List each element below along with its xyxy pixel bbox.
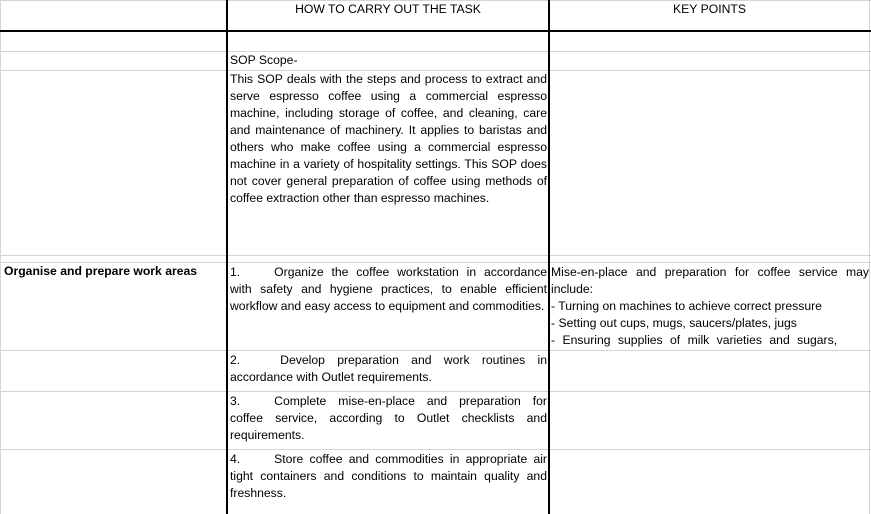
step-number: 3. bbox=[230, 394, 241, 408]
column-border-right bbox=[548, 0, 550, 514]
key-point-item: - Turning on machines to achieve correct pressure bbox=[551, 299, 822, 313]
scope-body: This SOP deals with the steps and process to extract and serve espresso coffee using a commercial espresso machine, including storage of coffee, and cleaning, care and maintenance of machinery. It applies to baristas and others who make coffee using a commercial espresso machine in a variety of hospitality settings. This SOP does not cover general preparation of coffee using methods of coffee extraction other than espresso machines. bbox=[230, 72, 547, 205]
step-number: 1. bbox=[230, 265, 241, 279]
grid-line bbox=[0, 449, 871, 450]
grid-line bbox=[0, 350, 871, 351]
header-how-to-carry-out: HOW TO CARRY OUT THE TASK bbox=[295, 2, 481, 16]
step-3 bbox=[230, 393, 547, 444]
key-point-item: - Setting out cups, mugs, saucers/plates, jugs bbox=[551, 316, 797, 330]
step-text: Complete mise-en-place and preparation for coffee service, according to Outlet checklists and requirements. bbox=[230, 394, 547, 442]
grid-line bbox=[869, 0, 870, 514]
column-border-left bbox=[226, 0, 228, 514]
step-number: 4. bbox=[230, 452, 241, 466]
header-key-points: KEY POINTS bbox=[673, 2, 746, 16]
step-text: Develop preparation and work routines in accordance with Outlet requirements. bbox=[230, 353, 547, 384]
grid-line bbox=[0, 391, 871, 392]
step-text: Store coffee and commodities in appropriate air tight containers and conditions to maintain quality and freshness. bbox=[230, 452, 547, 500]
section-title: Organise and prepare work areas bbox=[4, 264, 198, 278]
step-2 bbox=[230, 352, 547, 386]
step-1 bbox=[230, 264, 547, 315]
header-bottom-border bbox=[0, 30, 871, 32]
grid-line bbox=[0, 0, 1, 514]
step-4 bbox=[230, 451, 547, 502]
step-number: 2. bbox=[230, 353, 241, 367]
scope-title: SOP Scope- bbox=[230, 53, 298, 67]
key-point-item: - Ensuring supplies of milk varieties and sugars, bbox=[551, 333, 838, 347]
key-points-intro: Mise-en-place and preparation for coffee service may include: bbox=[551, 265, 869, 296]
grid-line bbox=[0, 255, 871, 256]
step-text: Organize the coffee workstation in accordance with safety and hygiene practices, to enable efficient workflow and easy access to equipment and commodities. bbox=[230, 265, 547, 313]
key-points-block bbox=[551, 264, 869, 349]
